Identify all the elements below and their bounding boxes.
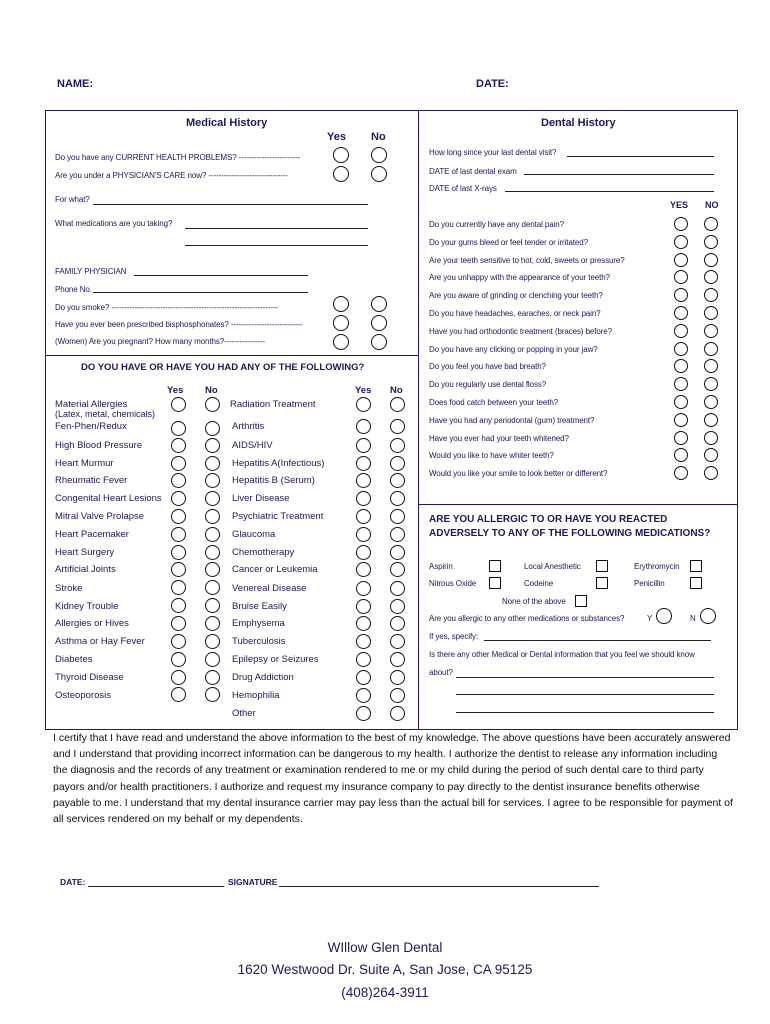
condition-no-radio[interactable] [205, 473, 220, 488]
condition-yes-radio[interactable] [171, 616, 186, 631]
codeine-checkbox[interactable] [596, 577, 608, 589]
other-allergy-no-radio[interactable] [700, 608, 716, 624]
medications-field-2[interactable] [185, 245, 368, 246]
condition-yes-radio[interactable] [171, 509, 186, 524]
condition-no-radio[interactable] [390, 688, 405, 703]
medical-no-header: No [371, 131, 386, 143]
nitrous-oxide-checkbox[interactable] [489, 577, 501, 589]
dental-question: Would you like your smile to look better or different? [429, 469, 608, 479]
pregnant-yes-radio[interactable] [333, 334, 349, 350]
condition-yes-radio[interactable] [356, 688, 371, 703]
last-xray-label: DATE of last X-rays [429, 184, 497, 193]
condition-yes-radio[interactable] [356, 491, 371, 506]
dental-question: Do you have headaches, earaches, or neck pain? [429, 309, 601, 318]
dental-yes-radio[interactable] [674, 431, 688, 445]
dental-no-header: NO [705, 200, 719, 210]
condition-label: Other [232, 708, 256, 719]
other-info-field-2[interactable] [456, 694, 714, 695]
condition-label: Heart Pacemaker [55, 529, 129, 540]
condition-no-radio[interactable] [390, 634, 405, 649]
signature-date-field[interactable] [88, 886, 224, 887]
condition-yes-radio[interactable] [171, 421, 186, 436]
if-yes-specify-field[interactable] [484, 640, 711, 641]
dental-yes-radio[interactable] [674, 235, 688, 249]
condition-yes-radio[interactable] [171, 562, 186, 577]
other-info-field-1[interactable] [456, 677, 714, 678]
condition-yes-radio[interactable] [356, 670, 371, 685]
medications-label: What medications are you taking? [55, 219, 173, 228]
dental-question: Do you feel you have bad breath? [429, 362, 546, 372]
condition-no-radio[interactable] [205, 438, 220, 453]
smoke-question: Do you smoke? ----------------------------------------------------------------- [55, 303, 279, 312]
condition-yes-radio[interactable] [356, 706, 371, 721]
dental-divider [418, 504, 738, 505]
local-anesthetic-checkbox[interactable] [596, 560, 608, 572]
dental-question: Does food catch between your teeth? [429, 398, 559, 407]
physician-care-no-radio[interactable] [371, 166, 387, 182]
condition-no-radio[interactable] [390, 456, 405, 471]
pregnant-question: (Women) Are you pregnant? How many months?---------------- [55, 337, 266, 346]
smoke-no-radio[interactable] [371, 296, 387, 312]
condition-no-radio[interactable] [205, 634, 220, 649]
condition-no-radio[interactable] [205, 616, 220, 631]
condition-yes-radio[interactable] [171, 456, 186, 471]
condition-label: Thyroid Disease [55, 672, 124, 683]
condition-no-radio[interactable] [205, 545, 220, 560]
family-physician-label: FAMILY PHYSICIAN [55, 267, 127, 276]
condition-no-radio[interactable] [390, 397, 405, 412]
condition-no-radio[interactable] [205, 456, 220, 471]
condition-yes-radio[interactable] [356, 599, 371, 614]
other-info-field-3[interactable] [456, 712, 714, 713]
condition-no-radio[interactable] [390, 419, 405, 434]
condition-no-radio[interactable] [205, 509, 220, 524]
for-what-field[interactable] [93, 204, 368, 205]
signature-label: SIGNATURE [228, 877, 278, 887]
condition-label: Chemotherapy [232, 547, 295, 558]
condition-yes-radio[interactable] [171, 670, 186, 685]
condition-label: Tuberculosis [232, 636, 286, 647]
medical-divider [45, 355, 419, 356]
other-allergy-y-label: Y [647, 614, 653, 623]
condition-label: Congenital Heart Lesions [55, 493, 162, 504]
condition-label: Heart Murmur [55, 458, 114, 469]
signature-date-label: DATE: [60, 877, 86, 887]
condition-label: Psychiatric Treatment [232, 511, 324, 522]
condition-no-radio[interactable] [205, 562, 220, 577]
condition-yes-radio[interactable] [356, 652, 371, 667]
condition-label: Fen-Phen/Redux [55, 421, 127, 432]
condition-no-radio[interactable] [390, 562, 405, 577]
condition-no-radio[interactable] [390, 616, 405, 631]
condition-yes-radio[interactable] [356, 616, 371, 631]
dental-question: Do you currently have any dental pain? [429, 220, 564, 229]
condition-label: Hepatitis A(Infectious) [232, 458, 325, 469]
condition-label: Mitral Valve Prolapse [55, 511, 145, 522]
last-xray-field[interactable] [505, 191, 714, 192]
signature-field[interactable] [279, 886, 599, 887]
dental-no-radio[interactable] [704, 395, 718, 409]
practice-phone: (408)264-3911 [341, 985, 429, 1000]
condition-no-radio[interactable] [205, 670, 220, 685]
condition-no-radio[interactable] [390, 491, 405, 506]
last-visit-label: How long since your last dental visit? [429, 148, 557, 157]
condition-label: Bruise Easily [232, 601, 287, 612]
condition-label: Stroke [55, 583, 83, 594]
dental-question: Have you ever had your teeth whitened? [429, 433, 569, 443]
dental-question: Are your teeth sensitive to hot, cold, sweets or pressure? [429, 255, 625, 265]
condition-label: AIDS/HIV [232, 440, 273, 451]
practice-address: 1620 Westwood Dr. Suite A, San Jose, CA 95125 [237, 962, 533, 977]
other-info-label: Is there any other Medical or Dental information that you feel we should know [429, 650, 695, 659]
aspirin-label: Aspirin [429, 562, 453, 571]
current-health-no-radio[interactable] [371, 147, 387, 163]
if-yes-specify-label: If yes, specify: [429, 632, 479, 641]
bisphosphonates-yes-radio[interactable] [333, 315, 349, 331]
none-of-above-checkbox[interactable] [575, 595, 587, 607]
dental-question: Do you regularly use dental floss? [429, 380, 547, 390]
condition-no-radio[interactable] [205, 687, 220, 702]
conditions-title: DO YOU HAVE OR HAVE YOU HAD ANY OF THE FOLLOWING? [81, 362, 365, 373]
condition-yes-radio[interactable] [171, 598, 186, 613]
conditions-left-yes: Yes [167, 385, 184, 396]
other-info-label-2: about? [429, 668, 453, 677]
condition-yes-radio[interactable] [356, 509, 371, 524]
condition-label: High Blood Pressure [55, 440, 143, 451]
allergy-title-line2: ADVERSELY TO ANY OF THE FOLLOWING MEDICATIONS? [429, 528, 711, 539]
dental-no-radio[interactable] [704, 306, 718, 320]
condition-no-radio[interactable] [390, 527, 405, 542]
penicillin-label: Penicillin [634, 579, 665, 588]
condition-yes-radio[interactable] [356, 527, 371, 542]
other-allergy-n-label: N [690, 614, 696, 623]
dental-no-radio[interactable] [704, 324, 718, 338]
other-allergy-yes-radio[interactable] [656, 608, 672, 624]
smoke-yes-radio[interactable] [333, 296, 349, 312]
condition-yes-radio[interactable] [171, 545, 186, 560]
condition-no-radio[interactable] [205, 598, 220, 613]
condition-label: Material Allergies [55, 399, 128, 410]
practice-name: WIllow Glen Dental [327, 940, 443, 955]
condition-yes-radio[interactable] [356, 562, 371, 577]
condition-yes-radio[interactable] [356, 545, 371, 560]
condition-label: Diabetes [55, 654, 93, 665]
none-of-above-label: None of the above [502, 597, 566, 606]
condition-label: Rheumatic Fever [55, 475, 128, 486]
codeine-label: Codeine [524, 579, 554, 588]
condition-label: Asthma or Hay Fever [55, 636, 145, 647]
condition-label: Heart Surgery [55, 547, 115, 558]
dental-no-radio[interactable] [704, 253, 718, 267]
condition-no-radio[interactable] [390, 438, 405, 453]
phone-label: Phone No. [55, 285, 92, 294]
dental-question: Do you have any clicking or popping in your jaw? [429, 344, 598, 354]
dental-yes-radio[interactable] [674, 324, 688, 338]
condition-yes-radio[interactable] [356, 419, 371, 434]
current-health-yes-radio[interactable] [333, 147, 349, 163]
dental-question: Have you had orthodontic treatment (braces) before? [429, 326, 613, 336]
condition-yes-radio[interactable] [356, 397, 371, 412]
family-physician-field[interactable] [134, 275, 308, 276]
pregnant-no-radio[interactable] [371, 334, 387, 350]
dental-question: Do your gums bleed or feel tender or irritated? [429, 237, 588, 247]
condition-label: Liver Disease [232, 493, 290, 504]
condition-no-radio[interactable] [205, 527, 220, 542]
condition-yes-radio[interactable] [356, 456, 371, 471]
last-visit-field[interactable] [567, 156, 714, 157]
condition-yes-radio[interactable] [356, 473, 371, 488]
condition-yes-radio[interactable] [171, 687, 186, 702]
dental-yes-radio[interactable] [674, 217, 688, 231]
condition-label: Venereal Disease [232, 583, 307, 594]
physician-care-question: Are you under a PHYSICIAN'S CARE now? ------------------------------- [55, 171, 288, 180]
condition-yes-radio[interactable] [171, 491, 186, 506]
penicillin-checkbox[interactable] [690, 577, 702, 589]
for-what-label: For what? [55, 195, 90, 204]
condition-yes-radio[interactable] [356, 581, 371, 596]
condition-yes-radio[interactable] [356, 438, 371, 453]
condition-yes-radio[interactable] [171, 634, 186, 649]
dental-yes-radio[interactable] [674, 253, 688, 267]
condition-label: Drug Addiction [232, 672, 294, 683]
current-health-question: Do you have any CURRENT HEALTH PROBLEMS? ------------------------ [55, 153, 301, 162]
phone-field[interactable] [93, 292, 308, 293]
condition-yes-radio[interactable] [356, 634, 371, 649]
condition-label: Osteoporosis [55, 690, 111, 701]
certification-text: I certify that I have read and understand the above information to the best of my knowledge. The above questions have been accurately answered and I understand that providing incorrect information can be dangerous to my health. I authorize the dentist to release any information including the diagnosis and the records of any treatment or examination rendered to me or my child during the period of such dental care to third party payors and/or health practitioners. I authorize and request my insurance company to pay directly to the dentist insurance benefits otherwise payable to me. I understand that my dental insurance carrier may pay less than the actual bill for services. I agree to be responsible for payment of all services rendered on my behalf or my dependents. [53, 732, 733, 826]
condition-no-radio[interactable] [205, 580, 220, 595]
other-allergy-question: Are you allergic to any other medications or substances? [429, 614, 625, 623]
dental-no-radio[interactable] [704, 342, 718, 356]
condition-label: Emphysema [232, 618, 285, 629]
condition-no-radio[interactable] [390, 670, 405, 685]
condition-yes-radio[interactable] [171, 652, 186, 667]
conditions-right-no: No [390, 385, 403, 396]
condition-no-radio[interactable] [390, 581, 405, 596]
bisphosphonates-question: Have you ever been prescribed bisphosphonates? ---------------------------- [55, 320, 303, 329]
condition-label: Hepatitis B (Serum) [232, 475, 315, 486]
medications-field[interactable] [185, 228, 368, 229]
last-exam-label: DATE of last dental exam [429, 167, 517, 176]
bisphosphonates-no-radio[interactable] [371, 315, 387, 331]
condition-yes-radio[interactable] [171, 438, 186, 453]
condition-yes-radio[interactable] [171, 397, 186, 412]
condition-no-radio[interactable] [390, 509, 405, 524]
dental-yes-header: YES [670, 200, 689, 210]
local-anesthetic-label: Local Anesthetic [524, 562, 581, 571]
condition-no-radio[interactable] [205, 652, 220, 667]
date-label: DATE: [476, 78, 509, 90]
condition-label: Epilepsy or Seizures [232, 654, 319, 665]
condition-label: Glaucoma [232, 529, 276, 540]
conditions-right-yes: Yes [355, 385, 372, 396]
physician-care-yes-radio[interactable] [333, 166, 349, 182]
dental-yes-radio[interactable] [674, 306, 688, 320]
name-label: NAME: [57, 78, 94, 90]
last-exam-field[interactable] [524, 174, 714, 175]
dental-no-radio[interactable] [704, 431, 718, 445]
condition-no-radio[interactable] [205, 421, 220, 436]
dental-question: Would you like to have whiter teeth? [429, 451, 554, 461]
dental-yes-radio[interactable] [674, 342, 688, 356]
dental-no-radio[interactable] [704, 235, 718, 249]
dental-no-radio[interactable] [704, 217, 718, 231]
condition-label: Kidney Trouble [55, 601, 119, 612]
condition-no-radio[interactable] [390, 545, 405, 560]
condition-label: Allergies or Hives [55, 618, 129, 629]
condition-no-radio[interactable] [390, 599, 405, 614]
dental-question: Are you aware of grinding or clenching your teeth? [429, 291, 603, 301]
condition-label: Radiation Treatment [230, 399, 316, 410]
condition-no-radio[interactable] [390, 706, 405, 721]
condition-no-radio[interactable] [205, 397, 220, 412]
nitrous-oxide-label: Nitrous Oxide [429, 579, 477, 588]
condition-yes-radio[interactable] [171, 527, 186, 542]
erythromycin-checkbox[interactable] [690, 560, 702, 572]
condition-label: Cancer or Leukemia [232, 564, 318, 575]
condition-no-radio[interactable] [205, 491, 220, 506]
column-divider [418, 110, 419, 730]
dental-question: Have you had any periodontal (gum) treatment? [429, 415, 595, 425]
aspirin-checkbox[interactable] [489, 560, 501, 572]
condition-label: (Latex, metal, chemicals) [55, 409, 156, 419]
conditions-left-no: No [205, 385, 218, 396]
medical-yes-header: Yes [327, 131, 346, 143]
medical-history-title: Medical History [186, 117, 268, 129]
condition-label: Artificial Joints [55, 564, 116, 575]
dental-yes-radio[interactable] [674, 413, 688, 427]
condition-yes-radio[interactable] [171, 473, 186, 488]
condition-no-radio[interactable] [390, 652, 405, 667]
condition-no-radio[interactable] [390, 473, 405, 488]
dental-question: Are you unhappy with the appearance of your teeth? [429, 273, 610, 283]
dental-history-title: Dental History [541, 117, 616, 129]
condition-yes-radio[interactable] [171, 580, 186, 595]
dental-yes-radio[interactable] [674, 395, 688, 409]
condition-label: Hemophilia [232, 690, 280, 701]
condition-label: Arthritis [232, 421, 265, 432]
erythromycin-label: Erythromycin [634, 562, 680, 571]
dental-no-radio[interactable] [704, 413, 718, 427]
allergy-title-line1: ARE YOU ALLERGIC TO OR HAVE YOU REACTED [429, 514, 668, 525]
